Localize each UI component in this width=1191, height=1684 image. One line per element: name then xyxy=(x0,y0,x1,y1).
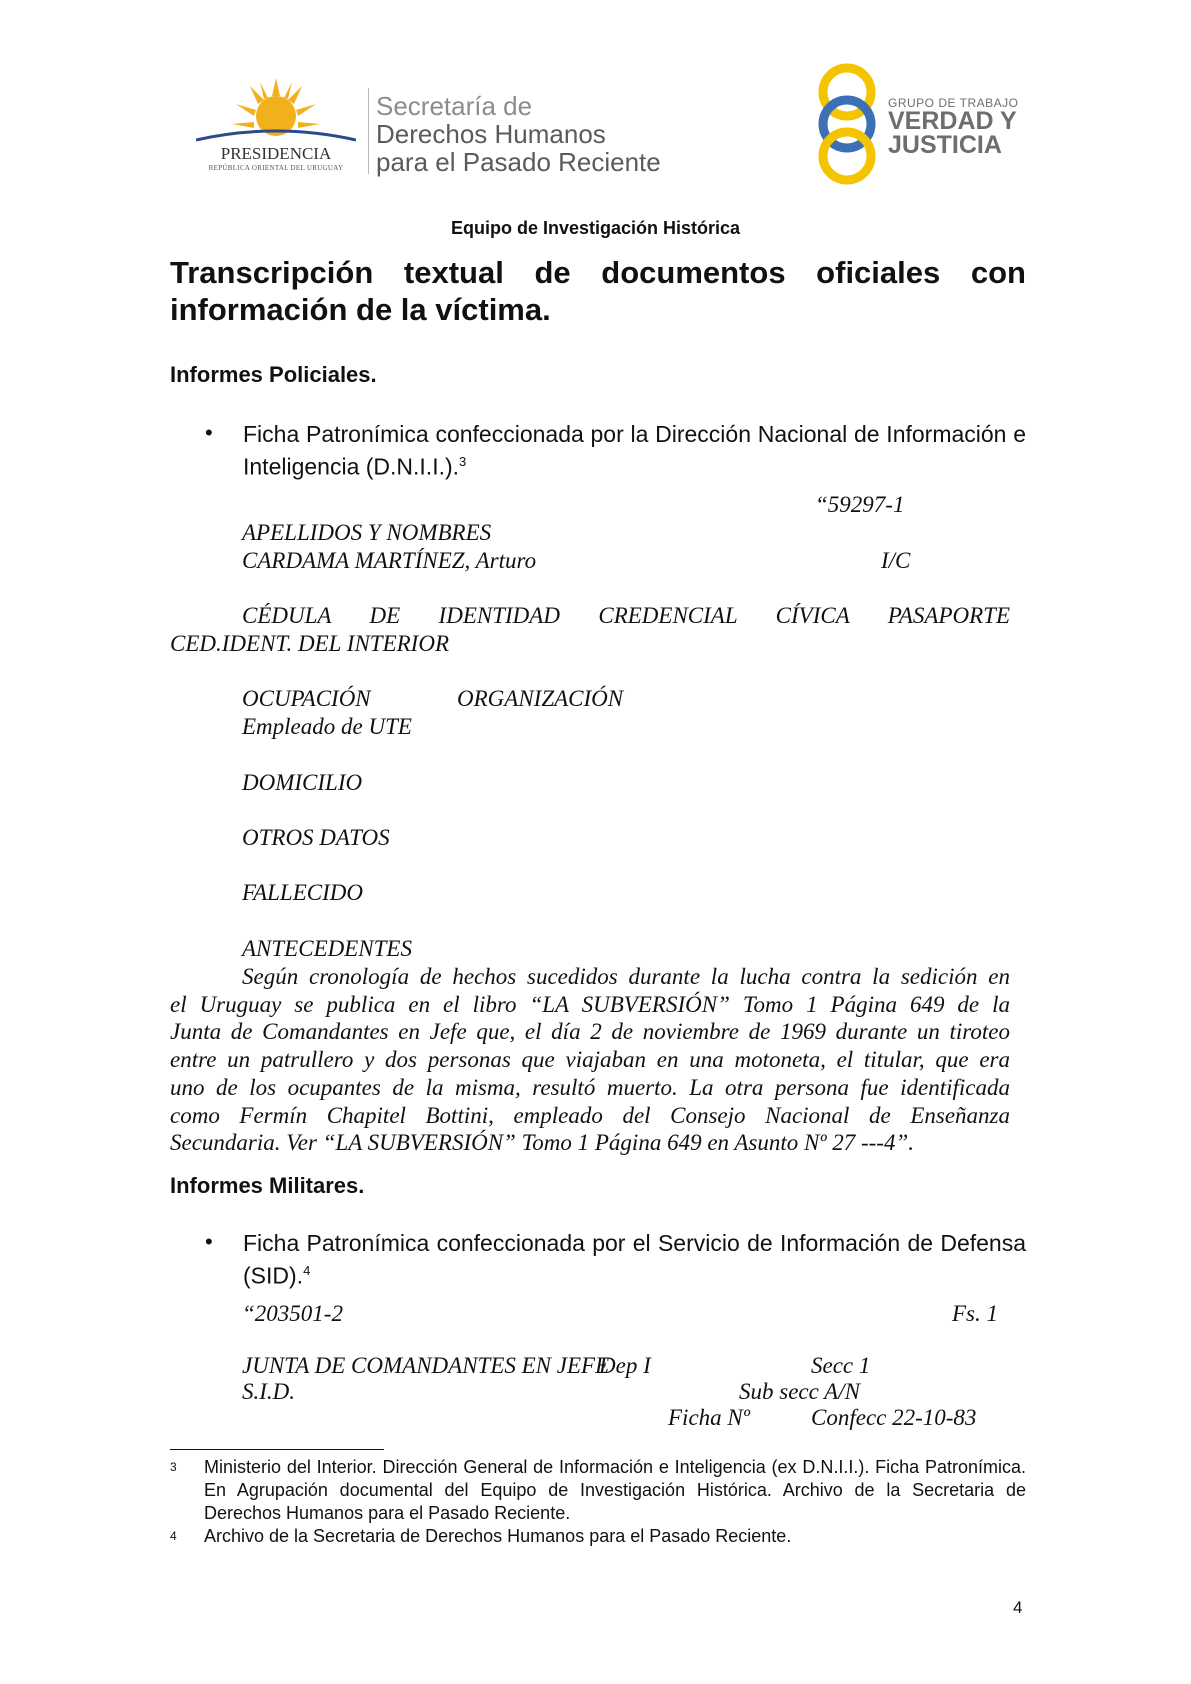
grupo-line1: GRUPO DE TRABAJO xyxy=(888,96,1019,110)
footnote-ref-4[interactable]: 4 xyxy=(303,1263,311,1278)
sun-emblem-icon xyxy=(196,78,356,148)
domicilio-label: DOMICILIO xyxy=(242,770,363,795)
secretaria-line1: Secretaría de xyxy=(376,91,533,121)
apellidos-label: APELLIDOS Y NOMBRES xyxy=(242,520,492,545)
subsecc-label: Sub secc A/N xyxy=(739,1379,860,1404)
presidencia-name: PRESIDENCIA xyxy=(220,144,332,163)
secretaria-logo-text xyxy=(376,92,661,176)
otros-datos-label: OTROS DATOS xyxy=(242,825,390,850)
cedula-line1: CÉDULA DE IDENTIDAD CREDENCIAL CÍVICA PASAPORTE xyxy=(242,603,1010,628)
page-number: 4 xyxy=(1013,1598,1023,1617)
antecedentes-text xyxy=(170,963,1010,1157)
secretaria-line3: para el Pasado Reciente xyxy=(376,147,661,177)
ocupacion-value: Empleado de UTE xyxy=(242,714,412,739)
team-heading: Equipo de Investigación Histórica xyxy=(450,218,741,238)
military-bullet-dot: • xyxy=(205,1229,213,1254)
antecedentes-label: ANTECEDENTES xyxy=(242,936,412,961)
ocupacion-label: OCUPACIÓN xyxy=(242,686,371,711)
footnote-text: Archivo de la Secretaria de Derechos Humanos para el Pasado Reciente. xyxy=(204,1526,792,1546)
dep-label: Dep I xyxy=(599,1353,651,1378)
antecedentes-line: el Uruguay se publica en el libro “LA SUBVERSIÓN” Tomo 1 Página 649 de la xyxy=(170,991,1010,1017)
footnote-4 xyxy=(170,1525,1026,1548)
confecc-label: Confecc 22-10-83 xyxy=(811,1405,977,1430)
fs-label: Fs. 1 xyxy=(952,1301,998,1326)
military-heading: Informes Militares. xyxy=(170,1173,365,1198)
ficha-label: Ficha Nº xyxy=(668,1405,750,1430)
footnote-text: Ministerio del Interior. Dirección General de Información e Inteligencia (ex D.N.I.I.). Ficha Patronímica. En Agrupación documental del Equipo de Investigación Histórica. Archivo de la Secretaria de Derechos Humanos para el Pasado Reciente. xyxy=(204,1457,1026,1523)
ic-label: I/C xyxy=(881,548,911,573)
secc-label: Secc 1 xyxy=(811,1353,871,1378)
footnote-number: 3 xyxy=(170,1460,177,1474)
secretaria-line2: Derechos Humanos xyxy=(376,119,606,149)
fallecido-label: FALLECIDO xyxy=(242,880,363,905)
police-bullet-dot: • xyxy=(205,420,213,445)
antecedentes-line: uno de los ocupantes de la misma, resultó muerto. La otra persona fue identificada xyxy=(170,1074,1010,1100)
sid-label: S.I.D. xyxy=(242,1379,296,1404)
presidencia-logo xyxy=(196,78,356,178)
police-ficha-number: “59297-1 xyxy=(815,492,905,517)
police-bullet-item xyxy=(243,420,1026,481)
antecedentes-line: Según cronología de hechos sucedidos durante la lucha contra la sedición en xyxy=(242,964,1010,989)
military-bullet-text: Ficha Patronímica confeccionada por el Servicio de Información de Defensa (SID). xyxy=(243,1230,1026,1289)
police-heading: Informes Policiales. xyxy=(170,362,377,387)
antecedentes-line: Secundaria. Ver “LA SUBVERSIÓN” Tomo 1 Página 649 en Asunto Nº 27 ---4”. xyxy=(170,1130,914,1156)
antecedentes-line: como Fermín Chapitel Bottini, empleado del Consejo Nacional de Enseñanza xyxy=(170,1102,1010,1128)
page-title: Transcripción textual de documentos oficiales con información de la víctima. xyxy=(170,255,1026,327)
military-ficha-number: “203501-2 xyxy=(242,1301,343,1326)
military-bullet-item xyxy=(243,1229,1026,1290)
footnote-number: 4 xyxy=(170,1529,177,1543)
person-name: CARDAMA MARTÍNEZ, Arturo xyxy=(242,548,537,573)
grupo-line3: JUSTICIA xyxy=(888,131,1002,159)
police-bullet-text: Ficha Patronímica confeccionada por la Dirección Nacional de Información e Inteligencia (D.N.I.I.). xyxy=(243,421,1026,480)
linked-rings-icon xyxy=(812,62,882,186)
antecedentes-line: Junta de Comandantes en Jefe que, el día 2 de noviembre de 1969 durante un tiroteo xyxy=(170,1019,1010,1045)
junta-label: JUNTA DE COMANDANTES EN JEFE xyxy=(242,1353,610,1378)
footnote-ref-3[interactable]: 3 xyxy=(459,454,467,469)
grupo-line2: VERDAD Y xyxy=(888,107,1017,135)
antecedentes-line: entre un patrullero y dos personas que viajaban en una motoneta, el titular, que era xyxy=(170,1047,1010,1073)
footnote-separator xyxy=(170,1449,384,1450)
grupo-logo xyxy=(812,62,1022,186)
presidencia-sub: REPÚBLICA ORIENTAL DEL URUGUAY xyxy=(208,164,344,172)
organizacion-label: ORGANIZACIÓN xyxy=(457,686,624,711)
footnote-3 xyxy=(170,1456,1026,1525)
header-divider xyxy=(368,88,369,174)
cedula-line2: CED.IDENT. DEL INTERIOR xyxy=(170,631,449,656)
